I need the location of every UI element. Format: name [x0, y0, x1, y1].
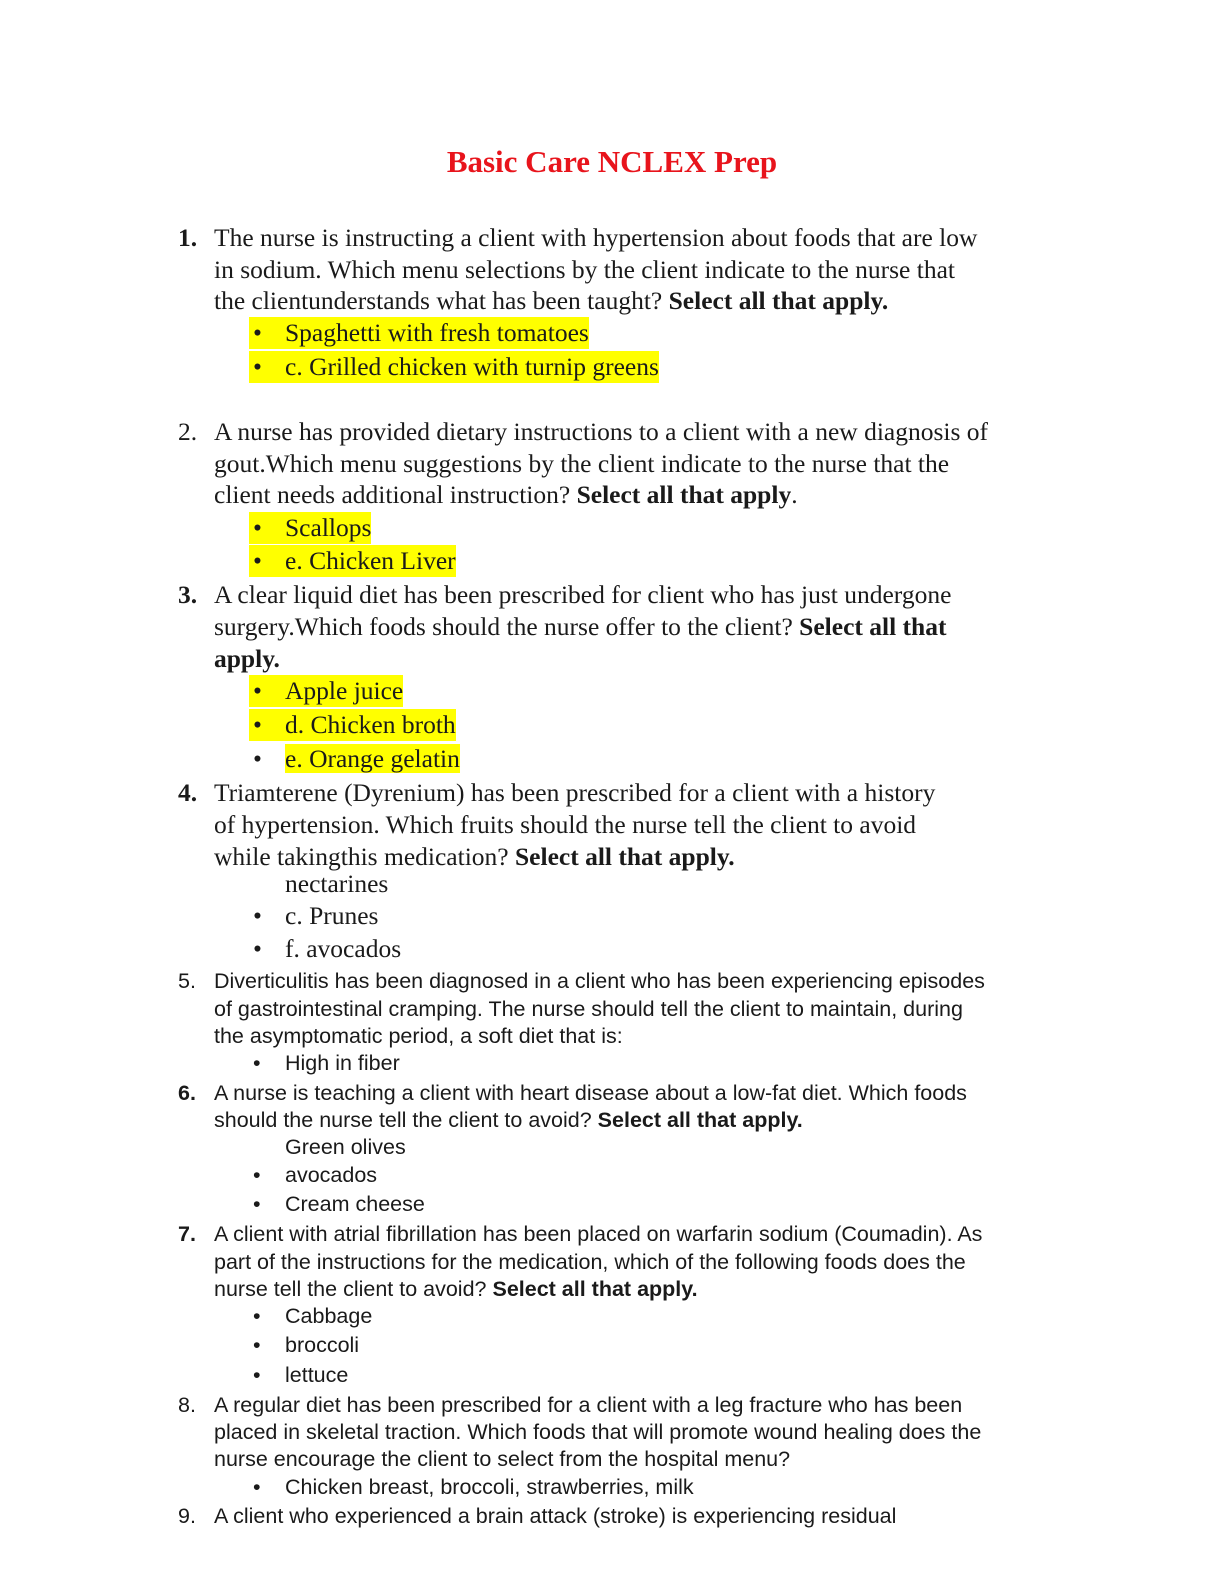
select-all-instruction: Select all that apply. — [514, 842, 735, 871]
question-text: nurse encourage the client to select from the hospital menu? — [214, 1447, 791, 1471]
question-text: placed in skeletal traction. Which foods that will promote wound healing does the — [214, 1420, 982, 1444]
answer-text: Green olives — [285, 1135, 406, 1159]
answer-text: Chicken breast, broccoli, strawberries, milk — [285, 1475, 694, 1499]
answer-text: Cream cheese — [285, 1192, 425, 1216]
bullet-icon: • — [253, 1192, 261, 1216]
select-all-instruction: Select all that apply. — [597, 1108, 803, 1132]
bullet-icon: • — [253, 352, 262, 381]
bullet-icon: • — [253, 1363, 261, 1387]
question-text: part of the instructions for the medication, which of the following foods does the — [214, 1250, 966, 1274]
answer-item — [249, 1473, 694, 1501]
answer-text: c. Grilled chicken with turnip greens — [285, 352, 659, 381]
answer-item — [249, 675, 403, 707]
answer-text: e. Chicken Liver — [285, 546, 456, 575]
question-text: A client with atrial fibrillation has been placed on warfarin sodium (Coumadin). As — [214, 1222, 983, 1246]
answer-text: c. Prunes — [285, 901, 379, 930]
answer-item — [249, 1049, 400, 1077]
question-text: A regular diet has been prescribed for a client with a leg fracture who has been — [214, 1393, 963, 1417]
text: client needs additional instruction? — [214, 480, 577, 509]
answer-item — [249, 933, 401, 965]
question-text: A nurse is teaching a client with heart disease about a low-fat diet. Which foods — [214, 1081, 967, 1105]
select-all-instruction: Select all that apply. — [492, 1277, 698, 1301]
question-text: A clear liquid diet has been prescribed for client who has just undergone — [214, 580, 952, 609]
answer-text: Cabbage — [285, 1304, 373, 1328]
question-text — [214, 611, 946, 643]
question-number: 3. — [178, 580, 198, 609]
answer-text: Scallops — [285, 513, 372, 542]
bullet-icon: • — [253, 1333, 261, 1357]
bullet-icon: • — [253, 513, 262, 542]
question-number: 7. — [178, 1222, 196, 1246]
bullet-icon: • — [253, 934, 262, 963]
bullet-icon: • — [253, 318, 262, 347]
answer-item — [249, 1361, 348, 1389]
answer-item — [249, 351, 659, 383]
question-text: Triamterene (Dyrenium) has been prescribed for a client with a history — [214, 778, 936, 807]
question-text: in sodium. Which menu selections by the client indicate to the nurse that — [214, 255, 955, 284]
select-all-instruction: Select all that — [799, 612, 947, 641]
bullet-icon: • — [253, 1051, 261, 1075]
question-number: 4. — [178, 778, 198, 807]
question-text — [214, 479, 798, 511]
question-text: of hypertension. Which fruits should the nurse tell the client to avoid — [214, 810, 917, 839]
question-text: A nurse has provided dietary instructions to a client with a new diagnosis of — [214, 417, 989, 446]
bullet-icon: • — [253, 744, 262, 773]
bullet-icon: • — [253, 901, 262, 930]
bullet-icon: • — [253, 1163, 261, 1187]
answer-text: avocados — [285, 1163, 378, 1187]
question-number: 8. — [178, 1393, 196, 1417]
question-number: 9. — [178, 1504, 196, 1528]
answer-text: Spaghetti with fresh tomatoes — [285, 318, 589, 347]
bullet-icon: • — [253, 1475, 261, 1499]
question-text: of gastrointestinal cramping. The nurse should tell the client to maintain, during — [214, 997, 963, 1021]
select-all-instruction: Select all that apply. — [668, 286, 889, 315]
answer-item — [249, 1190, 425, 1218]
text: while takingthis medication? — [214, 842, 515, 871]
answer-text: Apple juice — [285, 676, 404, 705]
question-text: The nurse is instructing a client with hypertension about foods that are low — [214, 223, 978, 252]
question-number: 1. — [178, 223, 198, 252]
question-text: gout.Which menu suggestions by the client indicate to the nurse that the — [214, 449, 950, 478]
answer-item — [249, 1161, 377, 1189]
question-text: A client who experienced a brain attack (stroke) is experiencing residual — [214, 1504, 897, 1528]
text: nurse tell the client to avoid? — [214, 1277, 493, 1301]
answer-item — [249, 1133, 406, 1161]
text: the clientunderstands what has been taught? — [214, 286, 669, 315]
question-number: 2. — [178, 417, 198, 446]
question-text — [214, 1106, 803, 1134]
answer-text: f. avocados — [285, 934, 402, 963]
text: surgery.Which foods should the nurse offer to the client? — [214, 612, 800, 641]
answer-item — [249, 317, 589, 349]
answer-item — [249, 743, 460, 775]
document-title: Basic Care NCLEX Prep — [446, 144, 778, 179]
answer-item — [249, 545, 456, 577]
answer-text: lettuce — [285, 1363, 349, 1387]
question-text — [214, 285, 888, 317]
answer-text: broccoli — [285, 1333, 360, 1357]
bullet-icon: • — [253, 546, 262, 575]
answer-item — [249, 512, 371, 544]
bullet-icon: • — [253, 676, 262, 705]
answer-item — [249, 1302, 372, 1330]
answer-item — [249, 900, 378, 932]
select-all-instruction: apply. — [214, 644, 280, 673]
bullet-icon: • — [253, 1304, 261, 1328]
bullet-icon: • — [253, 710, 262, 739]
answer-item — [249, 709, 456, 741]
question-number: 5. — [178, 969, 196, 993]
question-text — [214, 1275, 698, 1303]
question-number: 6. — [178, 1081, 196, 1105]
answer-item — [249, 1331, 359, 1359]
answer-text: High in fiber — [285, 1051, 400, 1075]
answer-text: e. Orange gelatin — [285, 744, 460, 773]
text: should the nurse tell the client to avoid? — [214, 1108, 598, 1132]
answer-text: d. Chicken broth — [285, 710, 456, 739]
answer-text: nectarines — [285, 869, 389, 898]
question-text: Diverticulitis has been diagnosed in a client who has been experiencing episodes — [214, 969, 985, 993]
text: . — [791, 480, 798, 509]
question-text: the asymptomatic period, a soft diet that is: — [214, 1024, 623, 1048]
select-all-instruction: Select all that apply — [576, 480, 792, 509]
answer-item — [249, 868, 388, 900]
